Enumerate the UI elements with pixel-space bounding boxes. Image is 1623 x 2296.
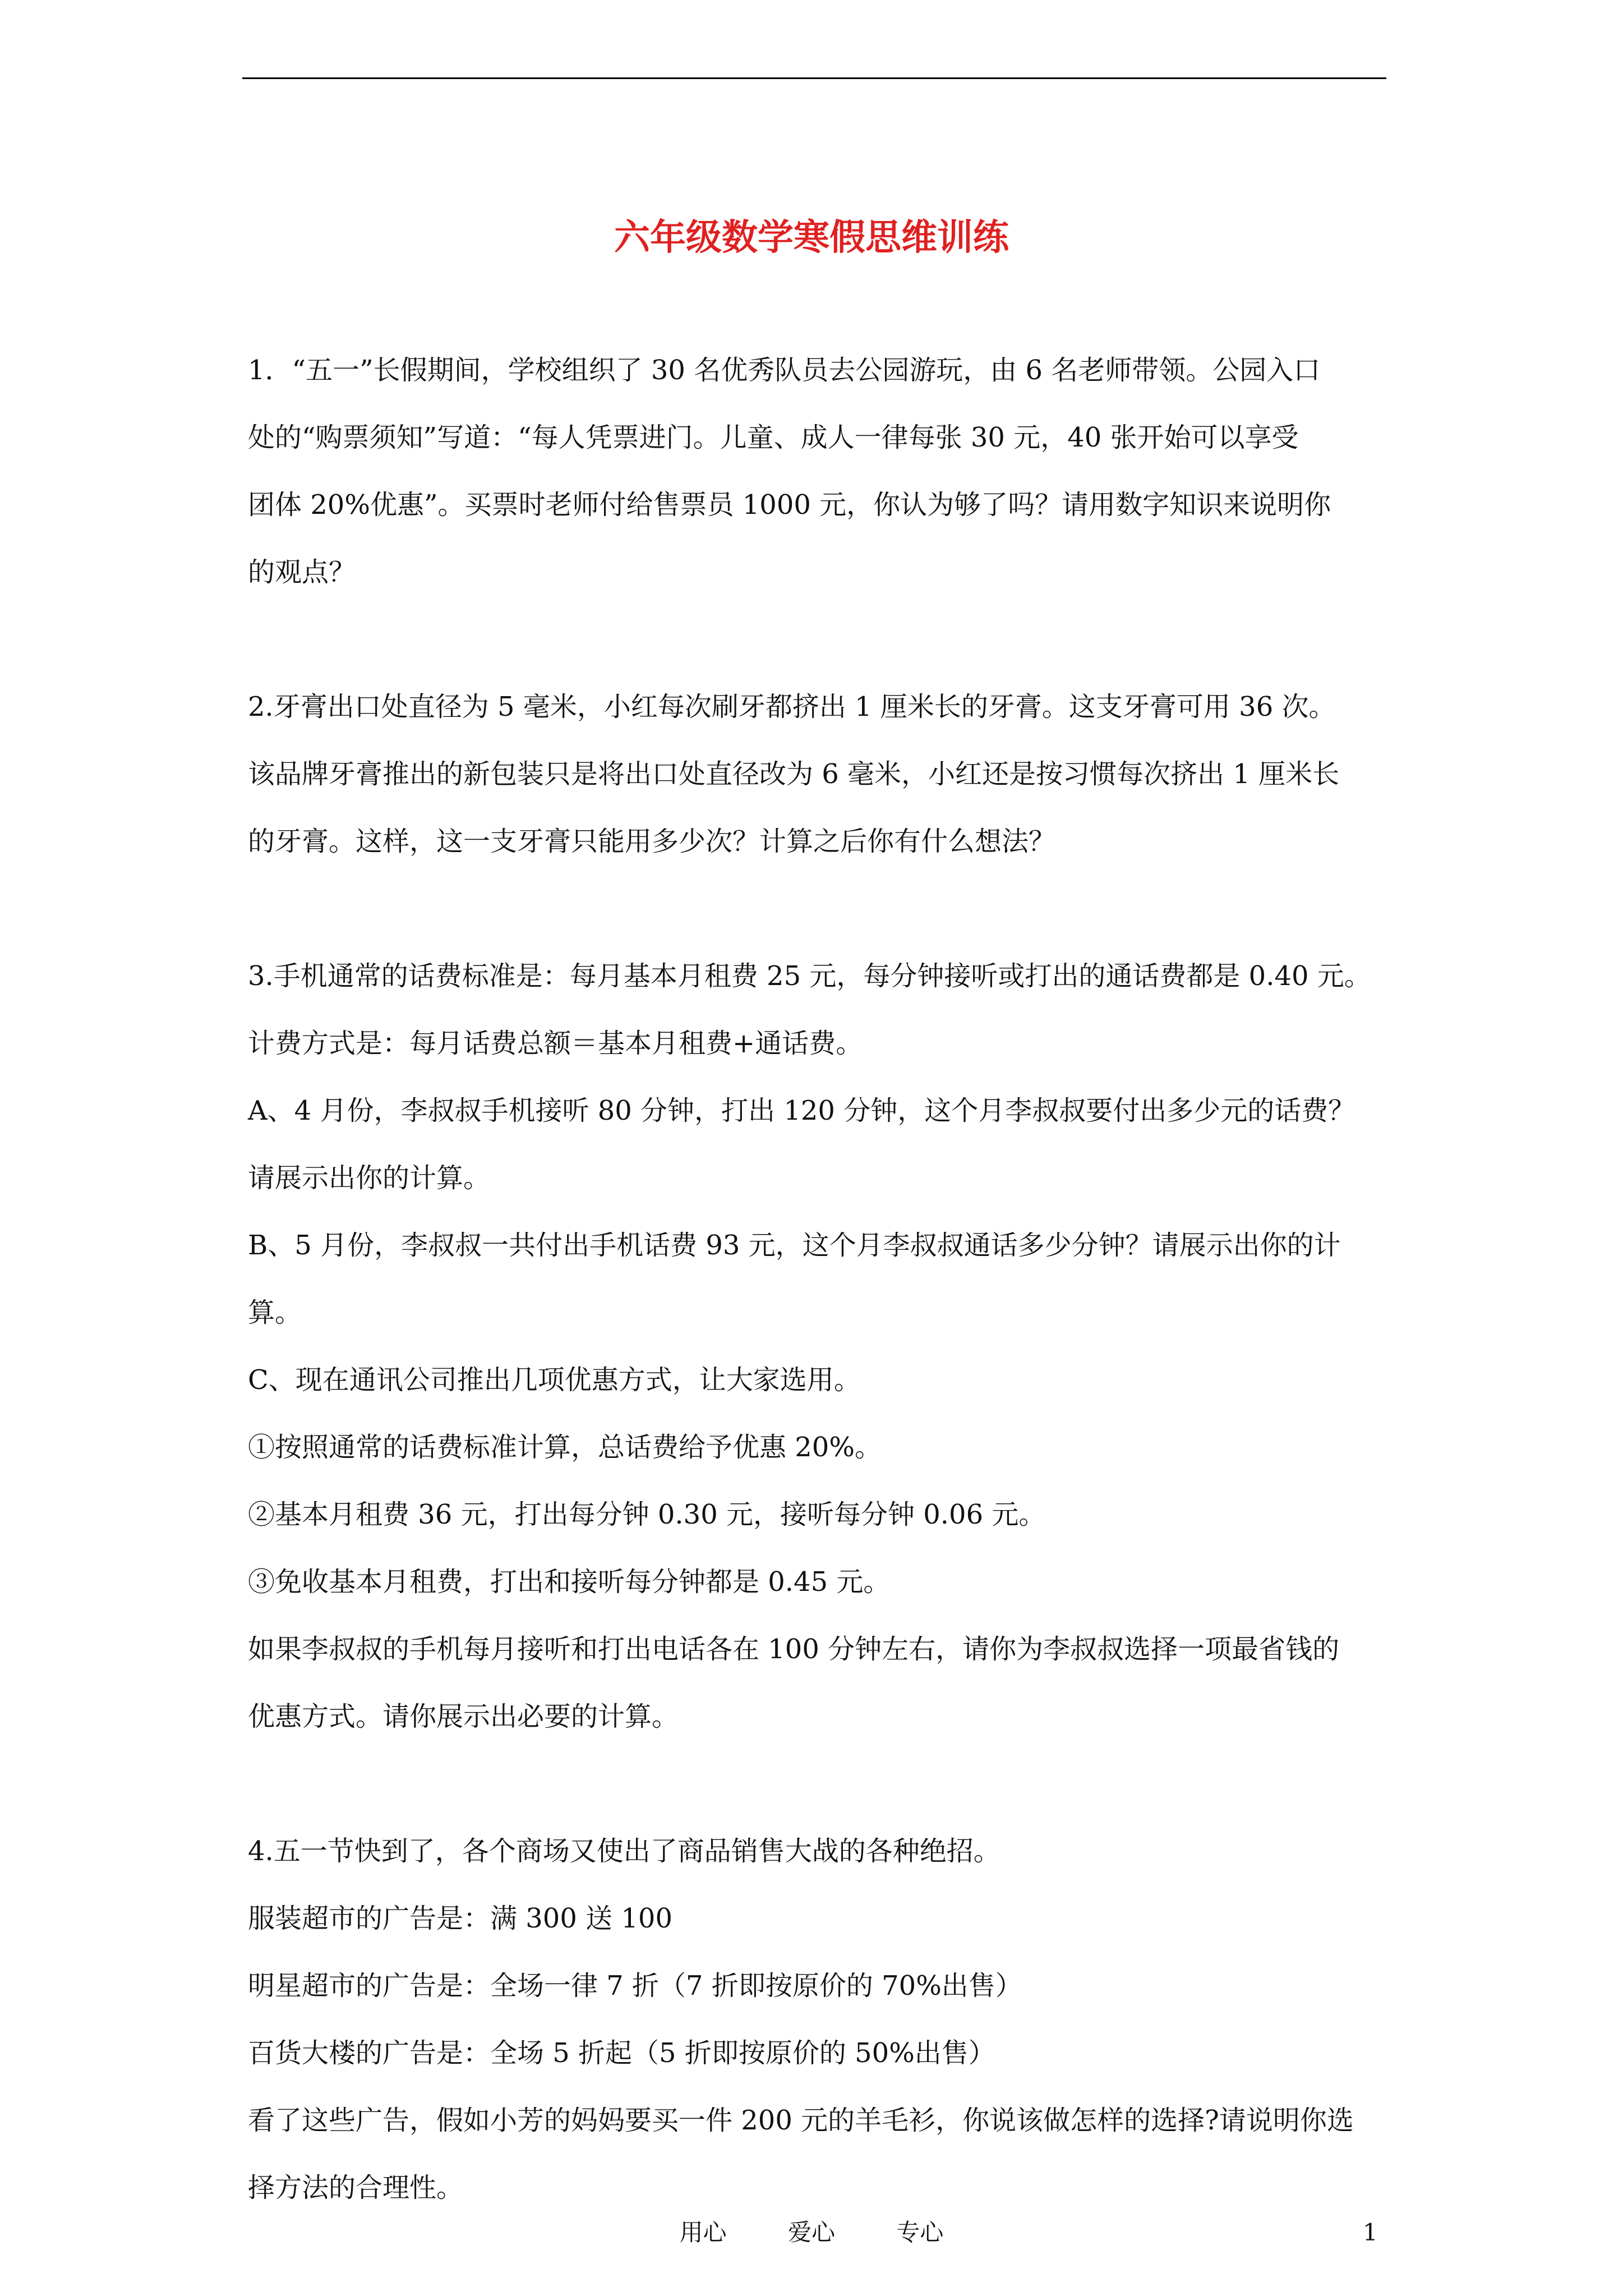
- text-line: ②基本月租费 36 元，打出每分钟 0.30 元，接听每分钟 0.06 元。: [248, 1499, 1046, 1530]
- text-line: 服装超市的广告是：满 300 送 100: [248, 1903, 673, 1934]
- footer-motto-item: 专心: [896, 2219, 944, 2246]
- text-line: 的牙膏。这样，这一支牙膏只能用多少次？计算之后你有什么想法？: [248, 826, 1056, 857]
- text-line: 4.五一节快到了，各个商场又使出了商品销售大战的各种绝招。: [248, 1835, 1000, 1867]
- paragraph-gap: [248, 875, 1392, 942]
- text-line: 3.手机通常的话费标准是：每月基本月租费 25 元，每分钟接听或打出的通话费都是 0.40 元。: [248, 960, 1371, 992]
- text-line: 算。: [248, 1297, 302, 1328]
- text-line: 团体 20%优惠”。买票时老师付给售票员 1000 元，你认为够了吗？请用数字知识来说明你: [248, 489, 1331, 521]
- text-line: 计费方式是：每月话费总额＝基本月租费+通话费。: [248, 1028, 863, 1059]
- text-line: A、4 月份，李叔叔手机接听 80 分钟，打出 120 分钟，这个月李叔叔要付出多少元的话费？: [248, 1095, 1355, 1126]
- text-line: 择方法的合理性。: [248, 2172, 464, 2203]
- text-line: 该品牌牙膏推出的新包装只是将出口处直径改为 6 毫米，小红还是按习惯每次挤出 1 厘米长: [248, 758, 1340, 790]
- page-number: 1: [1363, 2219, 1378, 2246]
- text-line: 的观点？: [248, 556, 356, 588]
- paragraph-gap: [248, 1750, 1392, 1818]
- question-4: [248, 1818, 1392, 2221]
- document-body: [248, 337, 1392, 2221]
- text-line: 请展示出你的计算。: [248, 1162, 491, 1194]
- text-line: 明星超市的广告是：全场一律 7 折（7 折即按原价的 70%出售）: [248, 1970, 1022, 2001]
- text-line: 百货大楼的广告是：全场 5 折起（5 折即按原价的 50%出售）: [248, 2037, 995, 2069]
- footer-motto: [0, 2216, 1623, 2249]
- text-line: B、5 月份，李叔叔一共付出手机话费 93 元，这个月李叔叔通话多少分钟？请展示出你的计: [248, 1230, 1341, 1261]
- paragraph-gap: [248, 606, 1392, 673]
- text-line: 如果李叔叔的手机每月接听和打出电话各在 100 分钟左右，请你为李叔叔选择一项最省钱的: [248, 1634, 1340, 1665]
- header-rule: [242, 77, 1386, 79]
- text-line: 1．“五一”长假期间，学校组织了 30 名优秀队员去公园游玩，由 6 名老师带领。公园入口: [248, 355, 1321, 386]
- question-3: [248, 942, 1392, 1750]
- text-line: C、现在通讯公司推出几项优惠方式，让大家选用。: [248, 1364, 861, 1396]
- text-line: 2.牙膏出口处直径为 5 毫米，小红每次刷牙都挤出 1 厘米长的牙膏。这支牙膏可用 36 次。: [248, 691, 1336, 723]
- footer-motto-item: 用心: [679, 2219, 727, 2246]
- question-1: [248, 337, 1392, 606]
- document-title: 六年级数学寒假思维训练: [614, 217, 1009, 259]
- text-line: ③免收基本月租费，打出和接听每分钟都是 0.45 元。: [248, 1566, 891, 1598]
- text-line: 优惠方式。请你展示出必要的计算。: [248, 1701, 679, 1732]
- footer-motto-item: 爱心: [787, 2219, 835, 2246]
- text-line: 看了这些广告，假如小芳的妈妈要买一件 200 元的羊毛衫，你说该做怎样的选择?请说明你选: [248, 2105, 1354, 2136]
- question-2: [248, 673, 1392, 875]
- text-line: ①按照通常的话费标准计算，总话费给予优惠 20%。: [248, 1432, 882, 1463]
- text-line: 处的“购票须知”写道：“每人凭票进门。儿童、成人一律每张 30 元，40 张开始可以享受: [248, 422, 1299, 453]
